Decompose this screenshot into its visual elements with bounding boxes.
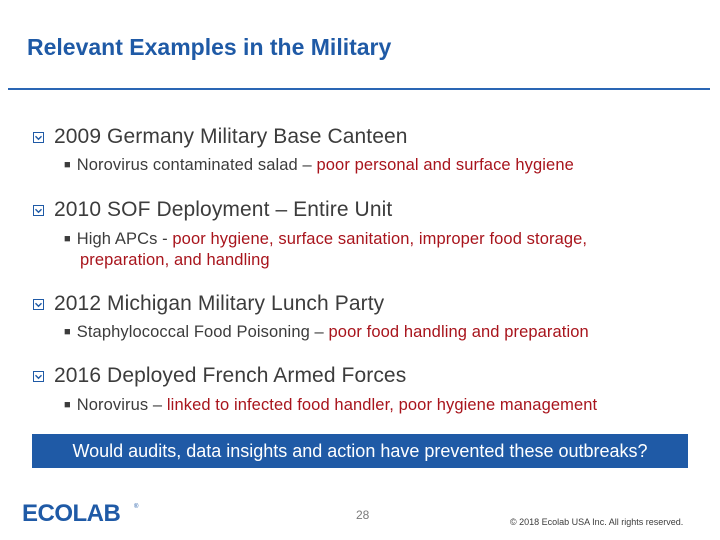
item-heading: 2012 Michigan Military Lunch Party bbox=[54, 292, 385, 315]
item-detail: ■ High APCs - poor hygiene, surface sanitation, improper food storage, preparation, and handling bbox=[64, 230, 588, 269]
square-bullet-icon: ■ bbox=[64, 159, 71, 171]
copyright-notice: © 2018 Ecolab USA Inc. All rights reserved. bbox=[510, 517, 684, 527]
square-bullet-icon: ■ bbox=[64, 399, 71, 411]
item-detail: ■ Staphylococcal Food Poisoning – poor food handling and preparation bbox=[64, 323, 589, 341]
title-divider bbox=[8, 88, 710, 90]
item-heading-row bbox=[33, 363, 406, 389]
checkbox-check-icon bbox=[33, 132, 44, 143]
item-detail-continuation: preparation, and handling bbox=[80, 251, 270, 269]
item-detail: ■ Norovirus contaminated salad – poor personal and surface hygiene bbox=[64, 156, 574, 174]
page-title: Relevant Examples in the Military bbox=[27, 34, 392, 60]
item-detail: ■ Norovirus – linked to infected food handler, poor hygiene management bbox=[64, 396, 598, 414]
checkbox-check-icon bbox=[33, 205, 44, 216]
checkbox-check-icon bbox=[33, 299, 44, 310]
item-heading: 2010 SOF Deployment – Entire Unit bbox=[54, 198, 393, 221]
svg-text:®: ® bbox=[134, 504, 139, 510]
item-heading: 2016 Deployed French Armed Forces bbox=[54, 364, 407, 387]
item-heading-row bbox=[33, 124, 408, 150]
callout-banner: Would audits, data insights and action have prevented these outbreaks? bbox=[32, 434, 688, 468]
item-heading: 2009 Germany Military Base Canteen bbox=[54, 125, 408, 148]
ecolab-logo bbox=[22, 499, 140, 530]
item-heading-row bbox=[33, 197, 392, 223]
checkbox-check-icon bbox=[33, 371, 44, 382]
item-heading-row bbox=[33, 291, 384, 317]
page-number: 28 bbox=[356, 508, 370, 522]
square-bullet-icon: ■ bbox=[64, 326, 71, 338]
square-bullet-icon: ■ bbox=[64, 233, 71, 245]
svg-text:ECOLAB: ECOLAB bbox=[22, 500, 121, 525]
